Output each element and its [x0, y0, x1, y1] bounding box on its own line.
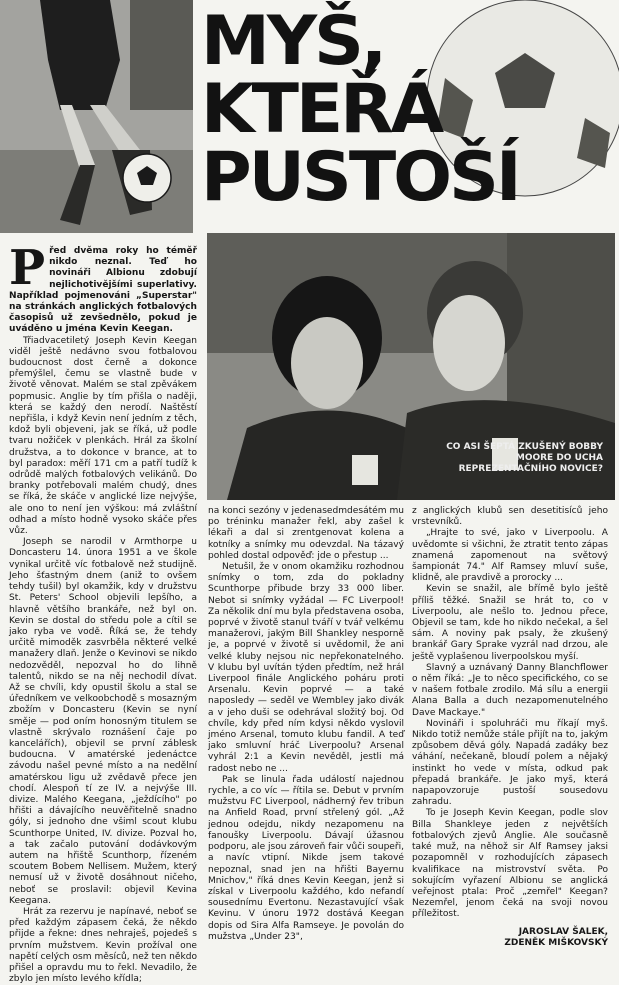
author-1: JAROSLAV ŠALEK, — [518, 926, 608, 937]
article-column-1 — [9, 240, 197, 985]
photo-caption: CO ASI ŠEPTÁ ZKUŠENÝ BOBBY MOORE DO UCHA REPREZENTAČNÍHO NOVICE? — [446, 442, 603, 474]
two-players-photo — [207, 233, 615, 500]
headline — [200, 2, 615, 226]
paragraph: Kevin se snažil, ale břímě bylo ještě příliš těžké. Snažil se hrát to, co v Liverpoolu, ale nešlo to. Jednou přece, Objevil se tam, kde ho nikdo nečekal, a šel sám. A noviny pak psaly, že zkušený brankář Gary Sprake vyzrál nad drzou, ale ještě vyplašenou liverpoolskou myší. — [412, 584, 608, 662]
paragraph: Joseph se narodil v Armthorpe u Doncasteru 14. února 1951 a ve škole vynikal určitě víc fotbalově než studijně. Jeho šťastným dnem (aniž to ovšem tehdy tušil) byl okamžik, kdy v družstvu St. Peters' School objevili lepšího, a hlavně většího brankáře, než byl on. Kevin se dostal do středu pole a cítil se jako ryba ve vodě. Říká se, že tehdy určitě mimoděk zasvrběla některé velké manažery dlaň. Jenže o Kevinovi se nikdo nedozvěděl, nepozval ho do lihně talentů, nikdo se na něj nechodil dívat. Až se chvíli, kdy opustil školu a stal se úředníkem ve velkoobchodě s mosazným zbožím v Doncasteru (Kevin se nyní směje — pod oním honosným titulem se vlastně skrývalo roznášení čaje po kancelářích), objevil se první záblesk budoucna. V amatérské jedenáctce závodu našel pevné místo a na nedělní amatérskou ligu už zvědavě přece jen chodí. Alespoň tí ze IV. a nejvýše III. divize. Malého Keegana, „ježdícího" po hřišti a dávajícího neuvěřitelně snadno góly, si jednoho dne všiml scout klubu Scunthorpe United, IV. divize. Pozval ho, a tak začalo putování dodávkovým autem na hřiště Scunthorp, řízeném scoutem Bobem Nellisem. Mužem, který nemusí už v životě dosáhnout ničeho, neboť se proslavil: objevil Kevina Keegana. — [9, 537, 197, 906]
intro-paragraph — [9, 240, 197, 336]
football-player-photo — [0, 0, 193, 233]
paragraph: z anglických klubů sen desetitisíců jeho vrstevníků. — [412, 506, 608, 528]
paragraph: Novináři i spoluhráči mu říkají myš. Nikdo totiž nemůže stále přijít na to, jakým způsobem děvá góly. Napadá zadáky bez váhání, nečekaně, bloudí polem a nějaký instinkt ho vede v místa, odkud pak přepadá brankáře. Je jako myš, která napapovzoruje pustoší sousedovu zahradu. — [412, 718, 608, 808]
author-byline — [412, 927, 608, 950]
drop-cap: P — [9, 240, 46, 296]
headline-line-3: PUSTOŠÍ — [200, 138, 519, 217]
paragraph: Třiadvacetiletý Joseph Kevin Keegan viděl ještě nedávno svou fotbalovou budoucnost dost černě a dokonce přemýšlel, čemu se vlastně bude v životě věnovat. Malém se stal zpěvákem popmusic. Anglie by tím přišla o naději, která se každý den nerodí. Naštěstí nepřišla, i když Kevin není jedním z těch, kdož byli objeveni, jak se říká, už podle tvaru nožiček v plenkách. Hrál za školní družstva, a to dokonce v brance, at to byl paradox: měří 171 cm a patří tudíž k odrůdě malých fotbalových velikánů. Do branky potřebovali malém chudý, dnes se říká, že skáče v anglické lize nejvýše, ale ono to není jen výškou: má zvláštní odhad a místo hodně vysoko skáče přes vůz. — [9, 335, 197, 537]
headline-line-1: MYŠ, — [200, 2, 385, 81]
paragraph: Pak se linula řada událostí najednou rychle, a co víc — řítila se. Debut v prvním mužstvu FC Liverpool, nádherný řev tribun na Anfield Road, první střelený gól. „Až jednou odejdu, nikdy nezapomenu na fanoušky Liverpoolu. Dávají úžasnou podporu, ale jsou zároveň fair vůči soupeři, a navíc vtipní. Nikde jsem takové nepoznal, snad jen na hřišti Bayernu Mnichov," říká dnes Kevin Keegan, jenž si získal v Liverpoolu každého, kdo nefandí sousednímu Evertonu. Nezastavující však Kevinu. V únoru 1972 dostává Keegan dopis od Sira Alfa Ramseye. Je povolán do mužstva „Under 23", — [208, 774, 404, 942]
headline-line-2: KTEŘÁ — [200, 70, 442, 149]
paragraph: „Hrajte to své, jako v Liverpoolu. A uvědomte si všichni, že ztratit tento zápas znamená zapomenout na světový šampionát 74." Alf Ramsey mluví suše, klidně, ale pravdivě a prorocky ... — [412, 528, 608, 584]
paragraph: Hrát za rezervu je napínavé, neboť se před každým zápasem čeká, že někdo přijde a řekne: dnes nehraješ, pojedeš s prvním mužstvem. Kevin prožíval one napětí celých osm měsíců, než ten někdo přišel a opravdu mu to řekl. Nevadilo, že zbylo jen místo levého křídla; — [9, 906, 197, 985]
football-player-illustration — [0, 0, 193, 233]
article-column-3 — [412, 506, 608, 949]
author-2: ZDENĚK MIŠKOVSKÝ — [504, 938, 608, 949]
paragraph: To je Joseph Kevin Keegan, podle slov Billa Shankleye jeden z největších fotbalových zjevů Anglie. Ale současně také muž, na něhož sir Alf Ramsey jaksi pozapomněl v rozhodujících zápasech kvalifikace na mistrovství světa. Po sokujícím vyřazení Albionu se anglická veřejnost ptala: Proč „zemřel" Keegan? Nezemřel, jenom čeká na svoji novou příležitost. — [412, 808, 608, 920]
paragraph: Slavný a uznávaný Danny Blanchflower o něm říká: „Je to něco specifického, co se v našem fotbale zrodilo. Má sílu a energii Alana Balla a duch nezapomenutelného Dave Mackaye." — [412, 662, 608, 718]
paragraph: na konci sezóny v jedenasedmdesátém mu po tréninku manažer řekl, aby zašel k lékaři a dal si zrentgenovat kolena a kotníky a snímky mu odevzdal. Na tázavý pohled dostal odpověď: jde o přestup ... — [208, 506, 404, 561]
paragraph: Netušil, že v onom okamžiku rozhodnou snímky o tom, zda do pokladny Scunthorpe přibude brzy 33 000 liber. Nebot si snímky vyžádal — FC Liverpool! Za několik dní mu byla představena osoba, poprvé v životě stanul tváří v tvář velkému manažerovi, jakým Bill Shankley nesporně je, a poprvé v životě si uvědomil, že ani velké kluby nejsou nic nepřekonatelného. V klubu byl uvítán týden předtím, než hrál Liverpool finále Anglického poháru proti Arsenalu. Kevin poprvé — a také naposledy — seděl ve Wembley jako divák a v jeho duši se odehrával složitý boj. Od chvíle, kdy před ním kdysi někdo vyslovil jméno Arsenal, tomuto klubu fandil. A teď jako smluvní hráč Liverpoolu? Arsenal vyhrál 2:1 a Kevin nevěděl, jestli má radost nebo ne ... — [208, 562, 404, 774]
article-column-2 — [208, 506, 404, 942]
intro-text: řed dvěma roky ho téměř nikdo neznal. Teď ho novináři Albionu zdobují nejlichotivějšími superlativy. Například pojmenováni „Superstar" na stránkách anglických fotbalových časopisů už zevšednělo, pokud je uváděno u jména Kevin Keegan. — [9, 246, 197, 335]
